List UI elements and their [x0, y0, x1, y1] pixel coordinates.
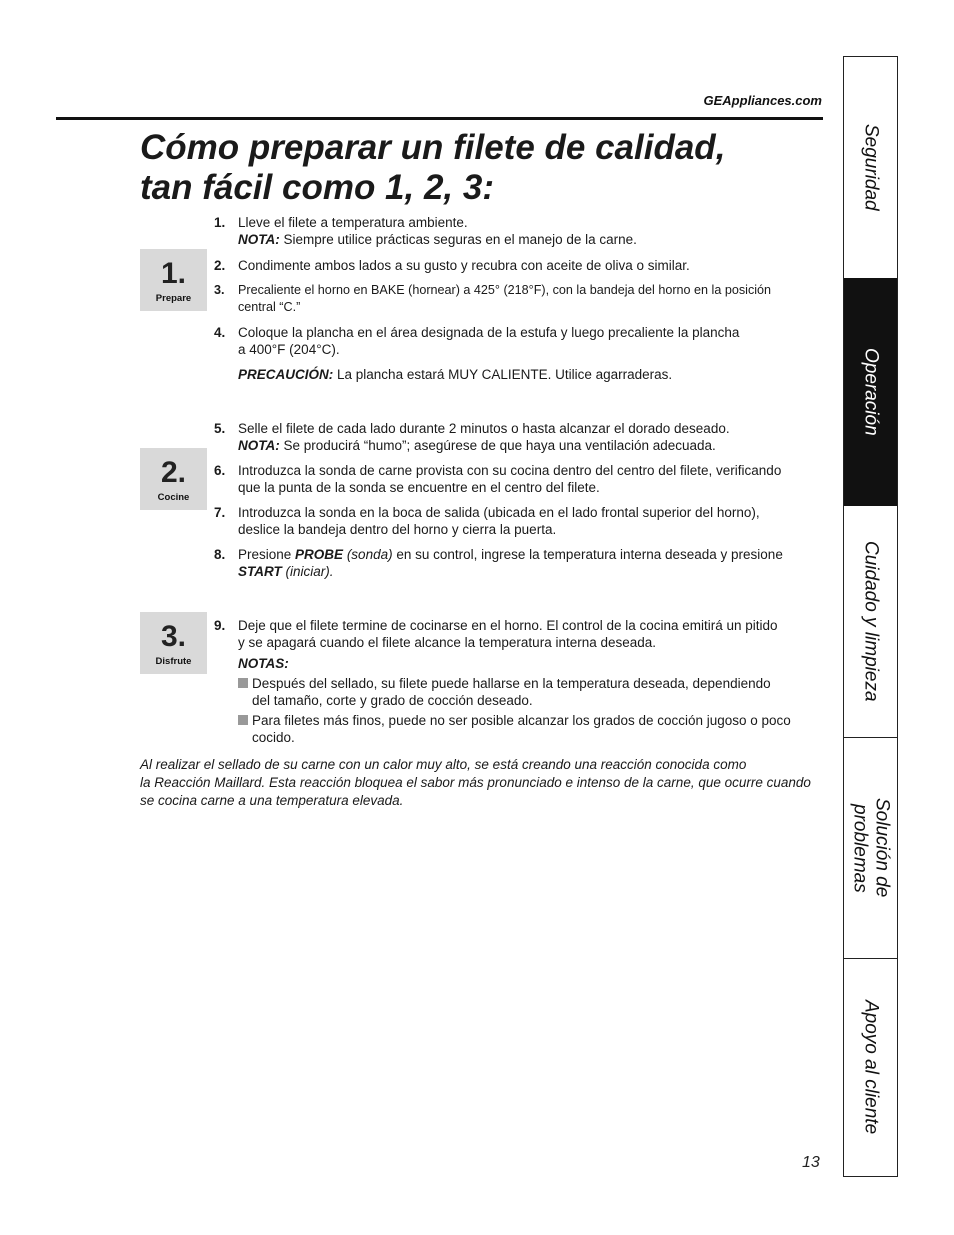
- item-text: a 400°F (204°C).: [238, 342, 340, 357]
- bullet-text: del tamaño, corte y grado de cocción deseado.: [252, 693, 533, 708]
- start-translation: (iniciar).: [281, 564, 334, 579]
- item-text: Selle el filete de cada lado durante 2 minutos o hasta alcanzar el dorado deseado.: [238, 421, 730, 436]
- tab-operacion[interactable]: [844, 278, 897, 506]
- item-text: que la punta de la sonda se encuentre en el centro del filete.: [238, 480, 600, 495]
- notes-label: NOTAS:: [238, 656, 289, 671]
- step-badge-1: [140, 249, 207, 311]
- item-number: 5.: [214, 421, 226, 436]
- paragraph-line: Al realizar el sellado de su carne con un calor muy alto, se está creando una reacción conocida como: [140, 757, 747, 772]
- tab-label: Apoyo al cliente: [860, 1000, 882, 1135]
- item-number: 6.: [214, 463, 226, 478]
- step-badge-2: [140, 448, 207, 510]
- probe-key: PROBE: [295, 547, 344, 562]
- tab-solucion-de-problemas[interactable]: [844, 738, 897, 958]
- note-text: Se producirá “humo”; asegúrese de que haya una ventilación adecuada.: [279, 438, 716, 453]
- item-text: Lleve el filete a temperatura ambiente.: [238, 215, 468, 230]
- item-text: deslice la bandeja dentro del horno y cierra la puerta.: [238, 522, 557, 537]
- item-text: Introduzca la sonda de carne provista con su cocina dentro del centro del filete, verificando: [238, 463, 782, 478]
- start-key: START: [238, 564, 282, 579]
- item-text: central “C.”: [238, 300, 301, 314]
- step-number: 2.: [160, 456, 187, 489]
- tab-cuidado-y-limpieza[interactable]: [844, 506, 897, 737]
- item-text: Precaliente el horno en BAKE (hornear) a 425° (218°F), con la bandeja del horno en la posición: [238, 283, 772, 297]
- section-sidebar: [843, 56, 898, 1177]
- bullet-item: [238, 675, 813, 709]
- step-number: 1.: [160, 257, 187, 290]
- caution-label: PRECAUCIÓN:: [238, 367, 334, 382]
- paragraph-line: se cocina carne a una temperatura elevada.: [140, 793, 404, 808]
- square-bullet-icon: [238, 678, 248, 688]
- maillard-paragraph: [140, 756, 825, 810]
- bullet-text: cocido.: [252, 730, 295, 745]
- note-label: NOTA:: [238, 438, 280, 453]
- item-text: Introduzca la sonda en la boca de salida (ubicada en el lado frontal superior del horno),: [238, 505, 760, 520]
- item-number: 1.: [214, 215, 226, 230]
- item-text: y se apagará cuando el filete alcance la temperatura interna deseada.: [238, 635, 657, 650]
- step-label: Cocine: [157, 492, 190, 503]
- tab-label: Solución de problemas: [849, 798, 893, 898]
- page-title: [140, 128, 790, 208]
- item-number: 7.: [214, 505, 226, 520]
- page-number: 13: [802, 1154, 820, 1171]
- tab-apoyo-al-cliente[interactable]: [844, 959, 897, 1176]
- item-number: 2.: [214, 258, 226, 273]
- item-text: en su control, ingrese la temperatura interna deseada y presione: [392, 547, 783, 562]
- caution-text: La plancha estará MUY CALIENTE. Utilice agarraderas.: [333, 367, 673, 382]
- tab-label: Cuidado y limpieza: [860, 541, 882, 702]
- paragraph-line: la Reacción Maillard. Esta reacción bloquea el sabor más pronunciado e intenso de la carne, que ocurre cuando: [140, 775, 811, 790]
- bullet-text: Para filetes más finos, puede no ser posible alcanzar los grados de cocción jugoso o poco: [252, 713, 791, 728]
- note-label: NOTA:: [238, 232, 280, 247]
- bullet-item: [238, 712, 813, 746]
- tab-label: Operación: [860, 348, 882, 436]
- item-text: Coloque la plancha en el área designada de la estufa y luego precaliente la plancha: [238, 325, 740, 340]
- item-text: Deje que el filete termine de cocinarse en el horno. El control de la cocina emitirá un pitido: [238, 618, 778, 633]
- bullet-text: Después del sellado, su filete puede hallarse en la temperatura deseada, dependiendo: [252, 676, 771, 691]
- step-number: 3.: [160, 620, 187, 653]
- note-text: Siempre utilice prácticas seguras en el manejo de la carne.: [279, 232, 637, 247]
- step-label: Prepare: [155, 293, 192, 304]
- item-text: Presione: [238, 547, 296, 562]
- step-badge-3: [140, 612, 207, 674]
- item-number: 3.: [214, 283, 225, 297]
- step-label: Disfrute: [155, 656, 192, 667]
- tab-label: Seguridad: [860, 124, 882, 211]
- item-number: 4.: [214, 325, 226, 340]
- square-bullet-icon: [238, 715, 248, 725]
- site-url[interactable]: GEAppliances.com: [703, 93, 822, 108]
- item-number: 8.: [214, 547, 226, 562]
- title-line-1: Cómo preparar un filete de calidad,: [140, 128, 726, 167]
- item-text: Condimente ambos lados a su gusto y recubra con aceite de oliva o similar.: [238, 258, 690, 273]
- item-number: 9.: [214, 618, 226, 633]
- probe-translation: (sonda): [343, 547, 393, 562]
- title-line-2: tan fácil como 1, 2, 3:: [140, 168, 494, 207]
- header-rule: [56, 117, 823, 120]
- tab-seguridad[interactable]: [844, 57, 897, 278]
